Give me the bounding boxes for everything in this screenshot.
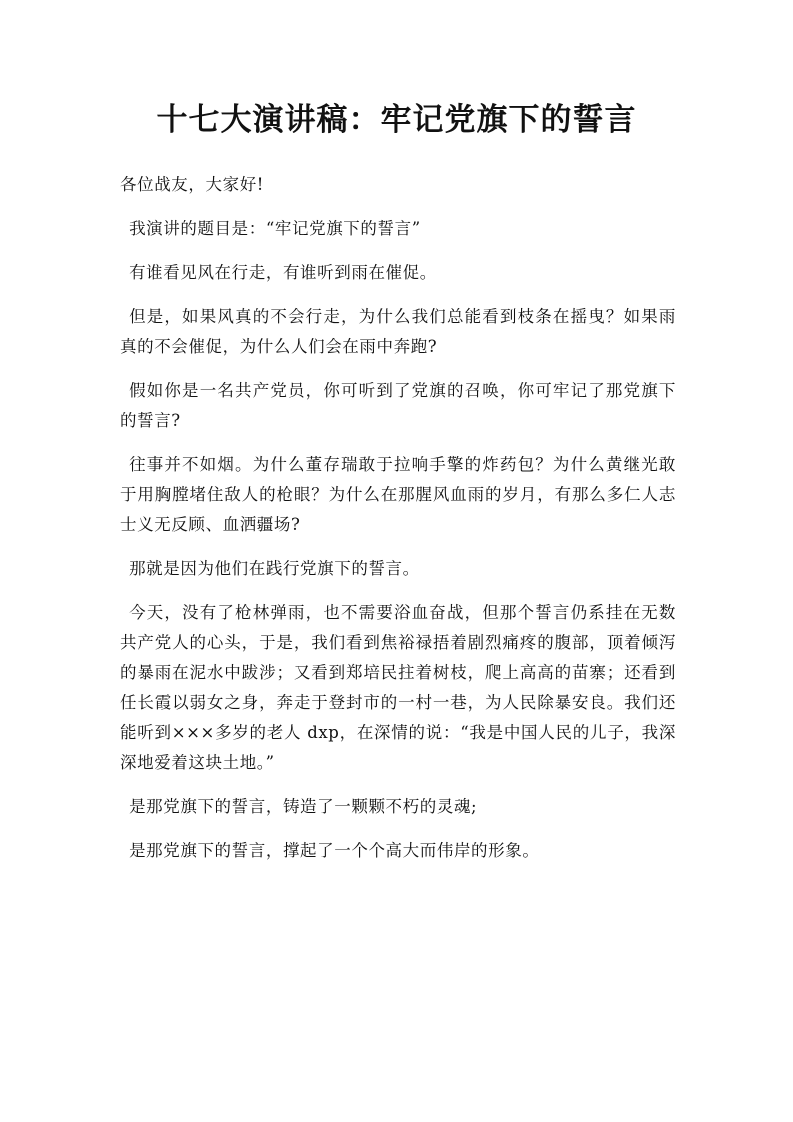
paragraph: 往事并不如烟。为什么董存瑞敢于拉响手擎的炸药包？为什么黄继光敢于用胸膛堵住敌人的枪眼？为什么在那腥风血雨的岁月，有那么多仁人志士义无反顾、血洒疆场? xyxy=(120,455,676,534)
paragraph: 是那党旗下的誓言，铸造了一颗颗不朽的灵魂; xyxy=(129,797,478,816)
paragraph: 但是，如果风真的不会行走，为什么我们总能看到枝条在摇曳？如果雨真的不会催促，为什么人们会在雨中奔跑? xyxy=(120,307,676,356)
paragraph-greeting: 各位战友，大家好! xyxy=(120,175,265,194)
paragraph: 假如你是一名共产党员，你可听到了党旗的召唤，你可牢记了那党旗下的誓言? xyxy=(120,381,676,430)
paragraph: 那就是因为他们在践行党旗下的誓言。 xyxy=(129,559,420,578)
document-body xyxy=(120,170,676,880)
paragraph: 是那党旗下的誓言，撑起了一个个高大而伟岸的形象。 xyxy=(129,841,540,860)
paragraph: 有谁看见风在行走，有谁听到雨在催促。 xyxy=(129,263,437,282)
paragraph-topic: 我演讲的题目是：“牢记党旗下的誓言” xyxy=(129,219,421,238)
paragraph: 今天，没有了枪林弹雨，也不需要浴血奋战，但那个誓言仍系挂在无数共产党人的心头，于是，我们看到焦裕禄捂着剧烈痛疼的腹部，顶着倾泻的暴雨在泥水中跋涉；又看到郑培民拄着树枝，爬上高高的苗寨；还看到任长霞以弱女之身，奔走于登封市的一村一巷，为人民除暴安良。我们还能听到×××多岁的老人 dxp，在深情的说：“我是中国人民的儿子，我深深地爱着这块土地。” xyxy=(120,603,676,772)
document-title: 十七大演讲稿：牢记党旗下的誓言 xyxy=(156,102,637,138)
